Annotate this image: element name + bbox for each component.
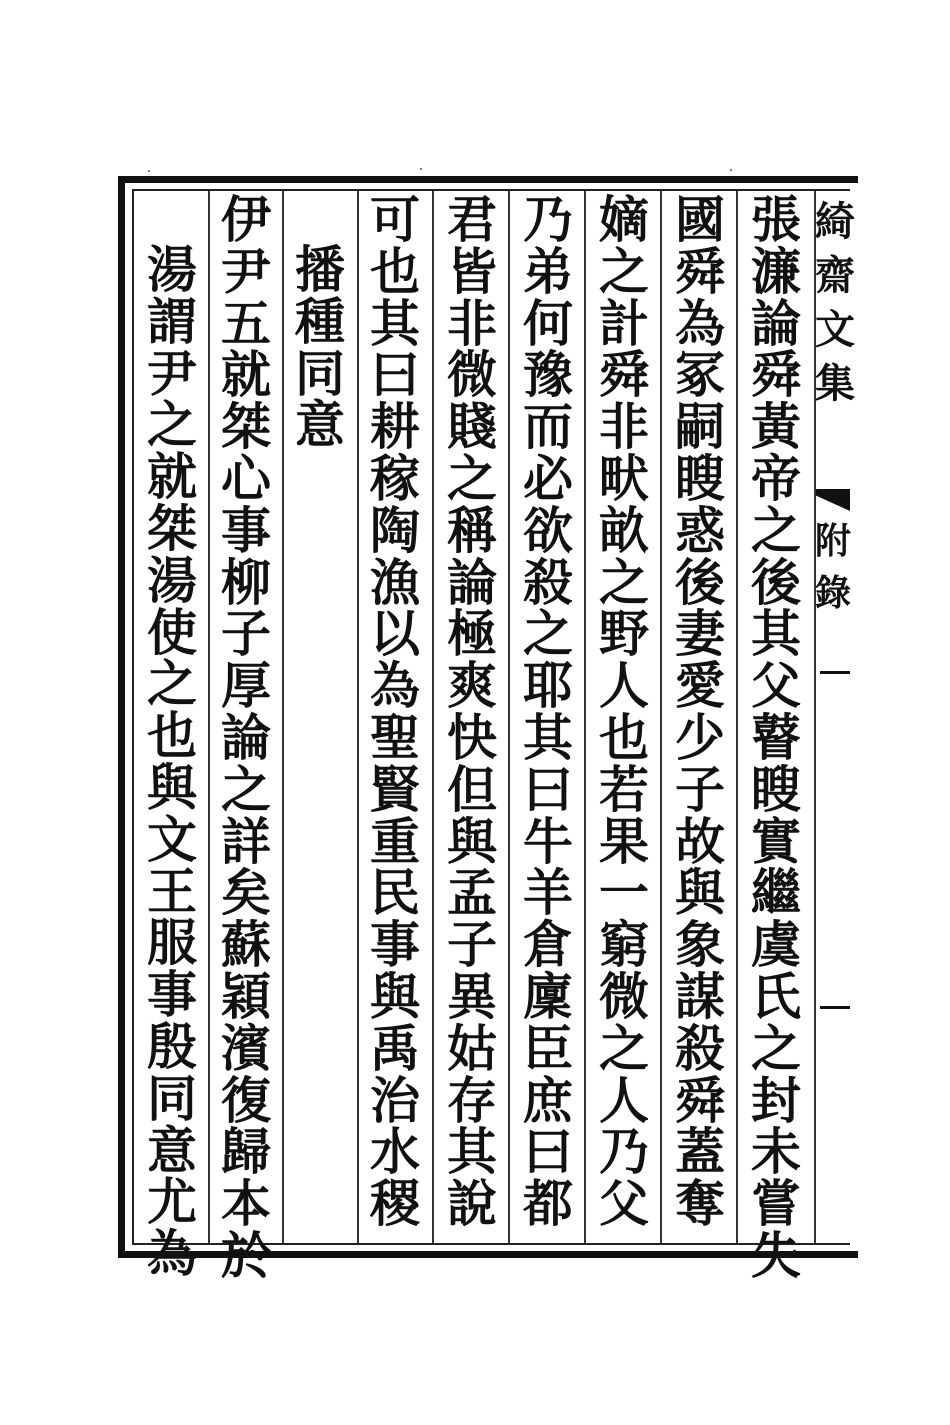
character: 同 <box>295 343 345 403</box>
character: 失 <box>751 1225 801 1285</box>
character: 皆 <box>447 241 497 301</box>
character: 民 <box>370 863 420 923</box>
character: 文 <box>147 809 197 869</box>
print-speck <box>420 168 422 170</box>
character: 與 <box>675 863 725 923</box>
character: 心 <box>221 448 271 508</box>
character: 種 <box>295 291 345 351</box>
character: 孟 <box>447 863 497 923</box>
character: 非 <box>599 397 649 457</box>
character: 治 <box>370 1070 420 1130</box>
character: 濂 <box>751 241 801 301</box>
character: 蓋 <box>675 1122 725 1182</box>
character: 本 <box>221 1174 271 1234</box>
character: 稱 <box>447 500 497 560</box>
character: 殺 <box>675 1018 725 1078</box>
character: 桀 <box>147 498 197 558</box>
text-column-4 <box>516 190 580 1234</box>
character: 極 <box>447 604 497 664</box>
character: 微 <box>599 966 649 1026</box>
character: 同 <box>147 1068 197 1128</box>
character: 妻 <box>675 604 725 664</box>
character: 蘇 <box>221 915 271 975</box>
character: 羊 <box>523 863 573 923</box>
character: 瞍 <box>675 448 725 508</box>
character: 存 <box>447 1070 497 1130</box>
character: 封 <box>751 1070 801 1130</box>
character: 少 <box>675 707 725 767</box>
character: 陶 <box>370 500 420 560</box>
character: 豫 <box>523 345 573 405</box>
character: 水 <box>370 1122 420 1182</box>
character: 舜 <box>675 1070 725 1130</box>
character: 人 <box>599 656 649 716</box>
character: 服 <box>147 913 197 973</box>
character: 計 <box>599 293 649 353</box>
margin-character: 文 <box>815 306 855 353</box>
character: 乃 <box>599 1122 649 1182</box>
character: 其 <box>447 1122 497 1182</box>
character: 之 <box>523 604 573 664</box>
character: 冢 <box>675 345 725 405</box>
margin-character: 齋 <box>815 252 855 299</box>
character: 王 <box>147 861 197 921</box>
character: 殺 <box>523 552 573 612</box>
margin-character: 錄 <box>815 572 852 614</box>
character: 微 <box>447 345 497 405</box>
text-column-5 <box>440 190 504 1234</box>
character: 稷 <box>370 1174 420 1234</box>
character: 子 <box>675 759 725 819</box>
text-column-9 <box>140 240 204 1284</box>
character: 嗣 <box>675 397 725 457</box>
character: 君 <box>447 190 497 249</box>
character: 聖 <box>370 707 420 767</box>
character: 其 <box>523 707 573 767</box>
character: 子 <box>221 604 271 664</box>
character: 賤 <box>447 397 497 457</box>
character: 黃 <box>751 397 801 457</box>
character: 繼 <box>751 863 801 923</box>
character: 瞍 <box>751 759 801 819</box>
character: 舜 <box>675 241 725 301</box>
section-title <box>816 515 850 619</box>
character: 欲 <box>523 500 573 560</box>
character: 何 <box>523 293 573 353</box>
character: 舜 <box>751 345 801 405</box>
character: 於 <box>221 1225 271 1285</box>
character: 嘗 <box>751 1174 801 1234</box>
character: 矣 <box>221 863 271 923</box>
character: 庶 <box>523 1070 573 1130</box>
character: 之 <box>751 500 801 560</box>
character: 之 <box>147 395 197 455</box>
character: 與 <box>147 757 197 817</box>
character: 謂 <box>147 291 197 351</box>
character: 也 <box>599 707 649 767</box>
character: 而 <box>523 397 573 457</box>
character: 一 <box>599 863 649 923</box>
character: 臣 <box>523 1018 573 1078</box>
character: 後 <box>751 552 801 612</box>
character: 尹 <box>221 241 271 301</box>
character: 為 <box>147 1224 197 1284</box>
character: 必 <box>523 448 573 508</box>
character: 事 <box>370 915 420 975</box>
text-column-7 <box>288 240 352 455</box>
character: 就 <box>221 345 271 405</box>
character: 也 <box>147 706 197 766</box>
character: 畎 <box>599 448 649 508</box>
character: 但 <box>447 759 497 819</box>
text-column-6 <box>363 190 427 1234</box>
page-margin-strip <box>815 191 855 1243</box>
character: 惑 <box>675 500 725 560</box>
character: 重 <box>370 811 420 871</box>
character: 張 <box>751 190 801 249</box>
character: 尤 <box>147 1172 197 1232</box>
character: 也 <box>370 241 420 301</box>
character: 氏 <box>751 966 801 1026</box>
character: 未 <box>751 1122 801 1182</box>
character: 虞 <box>751 915 801 975</box>
character: 論 <box>447 552 497 612</box>
column-rule <box>357 191 359 1243</box>
column-rule <box>432 191 434 1243</box>
character: 都 <box>523 1174 573 1234</box>
character: 意 <box>147 1120 197 1180</box>
print-speck <box>148 170 150 172</box>
text-column-2 <box>668 190 732 1234</box>
column-rule <box>736 191 738 1243</box>
character: 非 <box>447 293 497 353</box>
character: 牛 <box>523 811 573 871</box>
character: 伊 <box>221 190 271 249</box>
character: 殷 <box>147 1016 197 1076</box>
character: 論 <box>221 707 271 767</box>
character: 曰 <box>523 759 573 819</box>
character: 子 <box>447 915 497 975</box>
character: 耶 <box>523 656 573 716</box>
margin-character: 集 <box>815 360 855 407</box>
print-speck <box>730 169 732 171</box>
book-title <box>815 195 855 411</box>
character: 詳 <box>221 811 271 871</box>
character: 窮 <box>599 915 649 975</box>
character: 之 <box>599 241 649 301</box>
character: 父 <box>599 1174 649 1234</box>
character: 故 <box>675 811 725 871</box>
character: 賢 <box>370 759 420 819</box>
character: 以 <box>370 604 420 664</box>
character: 湯 <box>147 240 197 299</box>
character: 厚 <box>221 656 271 716</box>
character: 湯 <box>147 550 197 610</box>
character: 實 <box>751 811 801 871</box>
character: 舜 <box>599 345 649 405</box>
character: 漁 <box>370 552 420 612</box>
character: 畝 <box>599 500 649 560</box>
character: 姑 <box>447 1018 497 1078</box>
column-rule <box>508 191 510 1243</box>
character: 播 <box>295 240 345 299</box>
character: 國 <box>675 190 725 249</box>
character: 帝 <box>751 448 801 508</box>
character: 人 <box>599 1070 649 1130</box>
character: 父 <box>751 656 801 716</box>
character: 穎 <box>221 966 271 1026</box>
character: 禹 <box>370 1018 420 1078</box>
leaf-number-lower <box>820 1006 850 1009</box>
text-column-8 <box>214 190 278 1285</box>
character: 為 <box>675 293 725 353</box>
character: 野 <box>599 604 649 664</box>
character: 事 <box>147 965 197 1025</box>
character: 意 <box>295 395 345 455</box>
character: 與 <box>370 966 420 1026</box>
character: 倉 <box>523 915 573 975</box>
character: 之 <box>599 552 649 612</box>
character: 後 <box>675 552 725 612</box>
character: 使 <box>147 602 197 662</box>
character: 復 <box>221 1070 271 1130</box>
character: 就 <box>147 447 197 507</box>
column-rule <box>660 191 662 1243</box>
character: 其 <box>751 604 801 664</box>
text-column-1 <box>744 190 808 1285</box>
character: 之 <box>751 1018 801 1078</box>
character: 濱 <box>221 1018 271 1078</box>
margin-character: 綺 <box>815 198 855 245</box>
character: 若 <box>599 759 649 819</box>
character: 其 <box>370 293 420 353</box>
character: 嫡 <box>599 190 649 249</box>
character: 五 <box>221 293 271 353</box>
margin-character: 附 <box>815 520 852 562</box>
character: 果 <box>599 811 649 871</box>
character: 謀 <box>675 966 725 1026</box>
character: 耕 <box>370 397 420 457</box>
character: 之 <box>147 654 197 714</box>
character: 象 <box>675 915 725 975</box>
character: 與 <box>447 811 497 871</box>
character: 可 <box>370 190 420 249</box>
character: 曰 <box>523 1122 573 1182</box>
character: 愛 <box>675 656 725 716</box>
character: 弟 <box>523 241 573 301</box>
character: 之 <box>599 1018 649 1078</box>
character: 廩 <box>523 966 573 1026</box>
character: 奪 <box>675 1174 725 1234</box>
column-rule <box>208 191 210 1243</box>
character: 稼 <box>370 448 420 508</box>
text-column-3 <box>592 190 656 1234</box>
character: 論 <box>751 293 801 353</box>
character: 快 <box>447 707 497 767</box>
character: 說 <box>447 1174 497 1234</box>
character: 異 <box>447 966 497 1026</box>
character: 乃 <box>523 190 573 249</box>
character: 爽 <box>447 656 497 716</box>
character: 尹 <box>147 343 197 403</box>
fishtail-mark <box>816 489 850 511</box>
character: 事 <box>221 500 271 560</box>
character: 曰 <box>370 345 420 405</box>
leaf-number <box>820 671 850 674</box>
character: 瞽 <box>751 707 801 767</box>
character: 歸 <box>221 1122 271 1182</box>
character: 為 <box>370 656 420 716</box>
character: 桀 <box>221 397 271 457</box>
character: 之 <box>221 759 271 819</box>
column-rule <box>584 191 586 1243</box>
column-rule <box>282 191 284 1243</box>
character: 柳 <box>221 552 271 612</box>
character: 之 <box>447 448 497 508</box>
